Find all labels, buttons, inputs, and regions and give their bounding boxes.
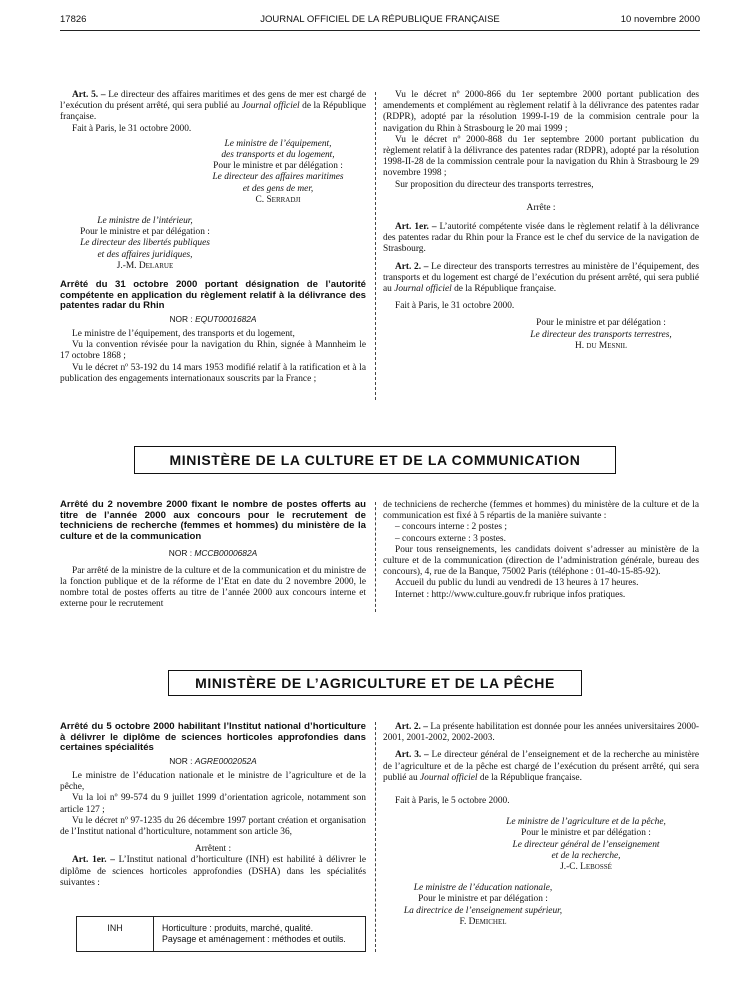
- art2-paragraph: Art. 2. – Le directeur des transports terrestres au ministère de l’équipement, des transports et du logement est chargé de l’exécution du présent arrêté, qui sera publié au Journal officiel de la République française.: [383, 261, 700, 295]
- arrete-heading: Arrête :: [526, 202, 556, 213]
- signatory-name: C. Serradji: [255, 194, 301, 205]
- preamble-paragraph: Sur proposition du directeur des transports terrestres,: [395, 179, 594, 190]
- ministry-banner-agriculture: MINISTÈRE DE L’AGRICULTURE ET DE LA PÊCHE: [168, 670, 582, 696]
- specialites-table: [76, 916, 366, 952]
- preamble-paragraph: Vu le décret nº 53-192 du 14 mars 1953 modifié relatif à la ratification et à la publication des engagements internationaux souscrits par la France ;: [60, 362, 366, 384]
- art1-paragraph: Art. 1er. – L’autorité compétente visée dans le règlement relatif à la délivrance des patentes radar du Rhin pour la France est le chef du service de la navigation de Strasbourg.: [383, 222, 700, 255]
- art1-paragraph: Art. 1er. – L’Institut national d’horticulture (INH) est habilité à délivrer le diplôme de sciences horticoles approfondies (DSHA) dans les spécialités suivantes :: [60, 855, 367, 888]
- nor-reference: NOR : AGRE0002052A: [169, 755, 257, 766]
- body-paragraph: Pour tous renseignements, les candidats doivent s’adresser au ministère de la culture et de la communication (direction de l’administration générale, bureau des concours), 4, rue de la Banque, 75002 Paris (téléphone : 01-40-15-85-92).: [383, 544, 699, 578]
- signature-equipement: Le ministre de l’équipement, des transports et du logement, Pour le ministre et par délégation : Le directeur des affaires maritimes et des gens de mer, C. Serradji: [60, 139, 366, 206]
- art5-label: Art. 5. –: [72, 90, 106, 100]
- page-header: [60, 14, 700, 28]
- preamble-paragraph: Vu la convention révisée pour la navigation du Rhin, signée à Mannheim le 17 octobre 1868 ;: [60, 340, 366, 362]
- art3-paragraph: Art. 3. – Le directeur général de l’enseignement et de la recherche au ministère de l’agriculture et de la pêche est chargé de l’exécution du présent arrêté, qui sera publié au Journal officiel de la République française.: [383, 750, 700, 783]
- agri-right-column: [383, 722, 699, 928]
- column-divider: [375, 502, 376, 612]
- body-paragraph: Internet : http://www.culture.gouv.fr rubrique infos pratiques.: [395, 589, 626, 600]
- preamble-paragraph: Vu la loi nº 99-574 du 9 juillet 1999 d’orientation agricole, notamment son article 127 ;: [60, 793, 366, 815]
- specialites-cell: Horticulture : produits, marché, qualité. Paysage et aménagement : méthodes et outils.: [154, 917, 366, 952]
- signatory-name: F. Demichel: [459, 916, 507, 927]
- top-right-column: [383, 90, 699, 352]
- signature-education: Le ministre de l’éducation nationale, Pour le ministre et par délégation : La directrice de l’enseignement supérieur, F. Demichel: [383, 883, 583, 928]
- page-number: 17826: [60, 14, 87, 25]
- culture-right-column: [383, 500, 699, 601]
- table-row: [77, 917, 366, 952]
- fait-line: Fait à Paris, le 31 octobre 2000.: [395, 301, 515, 312]
- arrete-title: Arrêté du 5 octobre 2000 habilitant l’Institut national d’horticulture à délivrer le diplôme de sciences horticoles approfondies dans certaines spécialités: [60, 721, 366, 754]
- nor-reference: NOR : MCCB0000682A: [168, 548, 258, 559]
- list-item: – concours interne : 2 postes ;: [395, 522, 507, 533]
- issue-date: 10 novembre 2000: [620, 14, 700, 25]
- signatory-name: J.-C. Lebossé: [560, 862, 612, 873]
- agri-left-column: [60, 722, 366, 889]
- fait-line: Fait à Paris, le 5 octobre 2000.: [395, 796, 510, 807]
- column-divider: [375, 722, 376, 952]
- ministry-banner-culture: MINISTÈRE DE LA CULTURE ET DE LA COMMUNICATION: [134, 446, 616, 474]
- nor-reference: NOR : EQUT0001682A: [169, 313, 257, 324]
- header-rule: [60, 30, 700, 31]
- preamble-paragraph: Le ministre de l’éducation nationale et le ministre de l’agriculture et de la pêche,: [60, 770, 366, 793]
- signature-transports: Pour le ministre et par délégation : Le directeur des transports terrestres, H. du Mesnil: [383, 318, 699, 352]
- column-divider: [375, 92, 376, 400]
- top-left-column: [60, 90, 366, 385]
- journal-title: JOURNAL OFFICIEL DE LA RÉPUBLIQUE FRANÇAISE: [260, 14, 500, 25]
- signature-interieur: Le ministre de l’intérieur, Pour le ministre et par délégation : Le directeur des libertés publiques et des affaires juridiques, J.-M. Delarue: [60, 216, 230, 272]
- culture-left-column: [60, 500, 366, 610]
- preamble-paragraph: Le ministre de l’équipement, des transports et du logement,: [72, 329, 295, 340]
- body-paragraph: Accueil du public du lundi au vendredi de 13 heures à 17 heures.: [395, 578, 639, 589]
- preamble-paragraph: Vu le décret nº 2000-868 du 1er septembre 2000 portant publication du règlement relatif à la délivrance des patentes radar (RDPR), adopté par la résolution 1998-II-28 de la commission centrale pour la navigation du Rhin à Strasbourg le 29 novembre 1998 ;: [383, 134, 699, 179]
- arrete-title: Arrêté du 2 novembre 2000 fixant le nombre de postes offerts au titre de l’année 2000 aux concours pour le recrutement de techniciens de recherche (femmes et hommes) du ministère de la culture et de la communication: [60, 499, 366, 542]
- signatory-name: H. du Mesnil: [574, 340, 628, 351]
- fait-line: Fait à Paris, le 31 octobre 2000.: [72, 123, 192, 134]
- signature-agriculture: Le ministre de l’agriculture et de la pêche, Pour le ministre et par délégation : Le directeur général de l’enseignement et de la recherche, J.-C. Lebossé: [383, 817, 699, 873]
- preamble-paragraph: Vu le décret nº 97-1235 du 26 décembre 1997 portant création et organisation de l’Institut national d’horticulture, notamment son article 36,: [60, 815, 366, 837]
- body-paragraph: de techniciens de recherche (femmes et hommes) du ministère de la culture et de la communication est fixé à 5 répartis de la manière suivante :: [383, 500, 699, 522]
- preamble-paragraph: Vu le décret nº 2000-866 du 1er septembre 2000 portant publication des amendements et complément au règlement relatif à la délivrance des patentes radar (RDPR), adopté par la résolution 1999-I-19 de la commision centrale pour la navigation du Rhin à Strasbourg le 20 mai 1999 ;: [383, 90, 699, 134]
- list-item: – concours externe : 3 postes.: [395, 533, 506, 544]
- signatory-name: J.-M. Delarue: [116, 260, 174, 271]
- institution-cell: INH: [77, 917, 154, 952]
- art2-paragraph: Art. 2. – La présente habilitation est donnée pour les années universitaires 2000-2001, 2001-2002, 2002-2003.: [383, 722, 700, 744]
- arrete-title: Arrêté du 31 octobre 2000 portant désignation de l’autorité compétente en application du règlement relatif à la délivrance des patentes radar du Rhin: [60, 279, 366, 312]
- body-paragraph: Par arrêté de la ministre de la culture et de la communication et du ministre de la fonction publique et de la réforme de l’Etat en date du 2 novembre 2000, le nombre total de postes offerts au titre de l’année 2000 aux concours interne et externe pour le recrutement: [60, 565, 366, 610]
- arretent-heading: Arrêtent :: [194, 844, 232, 855]
- art5-paragraph: Art. 5. – Le directeur des affaires maritimes et des gens de mer est chargé de l’exécution du présent arrêté, qui sera publié au Journal officiel de la République française.: [60, 90, 367, 123]
